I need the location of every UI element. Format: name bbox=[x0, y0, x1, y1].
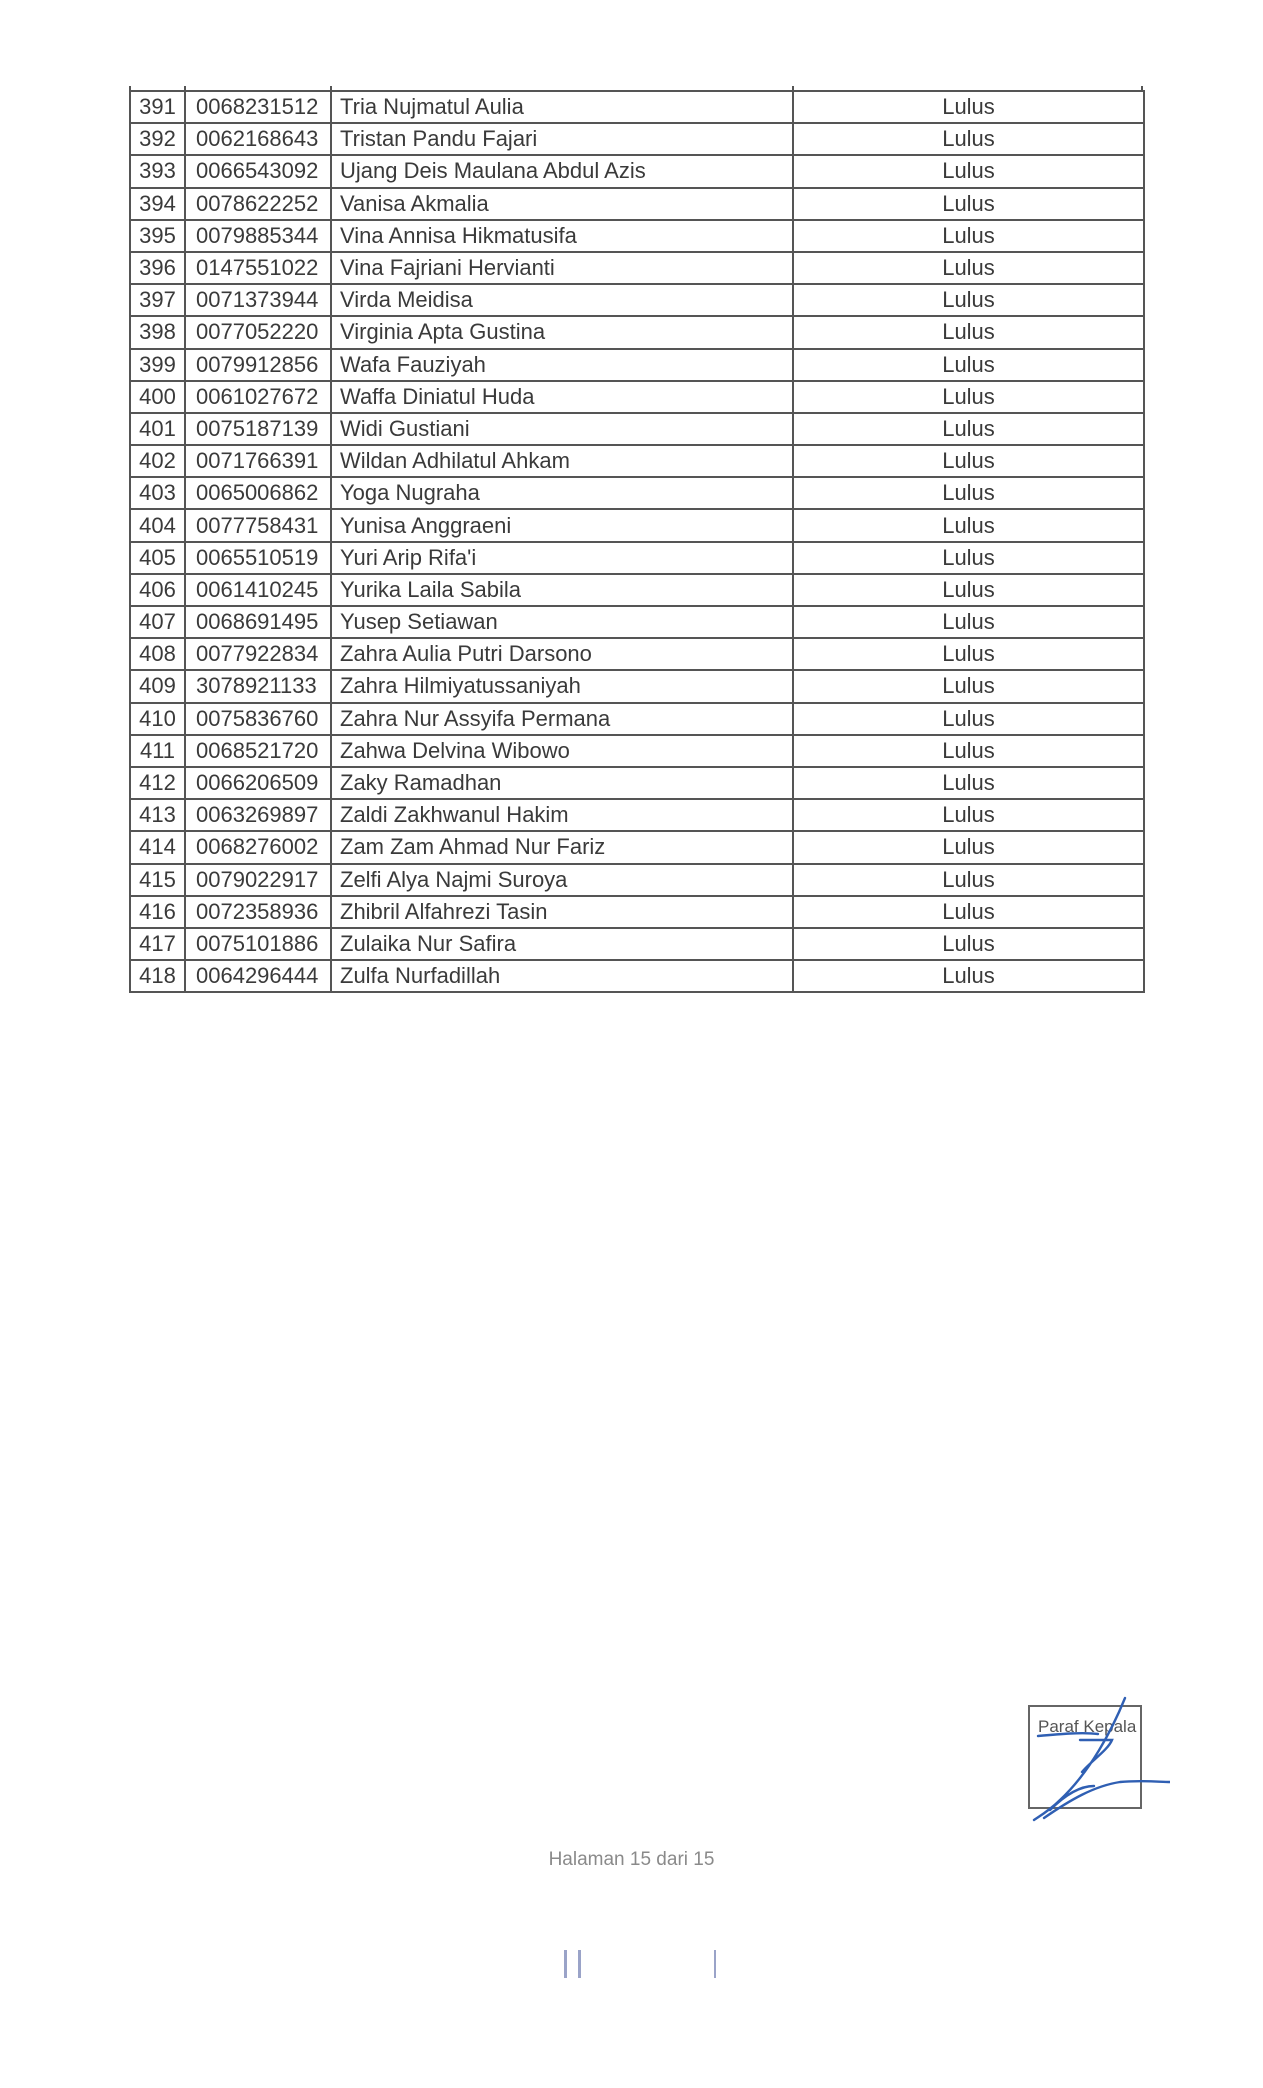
row-status: Lulus bbox=[793, 155, 1144, 187]
row-number: 417 bbox=[130, 928, 185, 960]
table-row bbox=[130, 638, 1144, 670]
table-row bbox=[130, 670, 1144, 702]
row-number: 394 bbox=[130, 188, 185, 220]
row-name: Wildan Adhilatul Ahkam bbox=[331, 445, 793, 477]
row-nisn: 0068231512 bbox=[185, 91, 331, 123]
row-status: Lulus bbox=[793, 188, 1144, 220]
row-status: Lulus bbox=[793, 735, 1144, 767]
row-status: Lulus bbox=[793, 574, 1144, 606]
row-status: Lulus bbox=[793, 960, 1144, 992]
row-status: Lulus bbox=[793, 220, 1144, 252]
row-nisn: 0066206509 bbox=[185, 767, 331, 799]
row-nisn: 3078921133 bbox=[185, 670, 331, 702]
row-status: Lulus bbox=[793, 767, 1144, 799]
row-name: Yusep Setiawan bbox=[331, 606, 793, 638]
row-nisn: 0065510519 bbox=[185, 542, 331, 574]
row-number: 410 bbox=[130, 703, 185, 735]
row-nisn: 0064296444 bbox=[185, 960, 331, 992]
scan-mark bbox=[714, 1950, 716, 1978]
row-number: 402 bbox=[130, 445, 185, 477]
row-nisn: 0077758431 bbox=[185, 509, 331, 541]
row-nisn: 0068276002 bbox=[185, 831, 331, 863]
row-name: Waffa Diniatul Huda bbox=[331, 381, 793, 413]
table-row bbox=[130, 252, 1144, 284]
row-status: Lulus bbox=[793, 381, 1144, 413]
row-name: Zahra Hilmiyatussaniyah bbox=[331, 670, 793, 702]
row-name: Zhibril Alfahrezi Tasin bbox=[331, 896, 793, 928]
row-status: Lulus bbox=[793, 349, 1144, 381]
row-status: Lulus bbox=[793, 928, 1144, 960]
table-row bbox=[130, 188, 1144, 220]
row-status: Lulus bbox=[793, 670, 1144, 702]
table-row bbox=[130, 413, 1144, 445]
row-name: Vina Fajriani Hervianti bbox=[331, 252, 793, 284]
row-name: Zahra Aulia Putri Darsono bbox=[331, 638, 793, 670]
row-status: Lulus bbox=[793, 896, 1144, 928]
table-row bbox=[130, 445, 1144, 477]
row-nisn: 0071373944 bbox=[185, 284, 331, 316]
row-status: Lulus bbox=[793, 799, 1144, 831]
row-status: Lulus bbox=[793, 831, 1144, 863]
row-status: Lulus bbox=[793, 252, 1144, 284]
table-body bbox=[130, 91, 1144, 992]
row-name: Zam Zam Ahmad Nur Fariz bbox=[331, 831, 793, 863]
row-number: 416 bbox=[130, 896, 185, 928]
table-row bbox=[130, 316, 1144, 348]
row-number: 393 bbox=[130, 155, 185, 187]
table-row bbox=[130, 574, 1144, 606]
row-name: Virda Meidisa bbox=[331, 284, 793, 316]
page-number: Halaman 15 dari 15 bbox=[548, 1849, 715, 1870]
row-status: Lulus bbox=[793, 542, 1144, 574]
row-name: Yuri Arip Rifa'i bbox=[331, 542, 793, 574]
row-number: 404 bbox=[130, 509, 185, 541]
row-name: Zulfa Nurfadillah bbox=[331, 960, 793, 992]
row-number: 392 bbox=[130, 123, 185, 155]
row-nisn: 0079912856 bbox=[185, 349, 331, 381]
row-nisn: 0077922834 bbox=[185, 638, 331, 670]
table-row bbox=[130, 349, 1144, 381]
row-nisn: 0061027672 bbox=[185, 381, 331, 413]
table-row bbox=[130, 896, 1144, 928]
table-row bbox=[130, 123, 1144, 155]
row-name: Yurika Laila Sabila bbox=[331, 574, 793, 606]
row-name: Zaky Ramadhan bbox=[331, 767, 793, 799]
row-number: 399 bbox=[130, 349, 185, 381]
row-nisn: 0075101886 bbox=[185, 928, 331, 960]
row-name: Yunisa Anggraeni bbox=[331, 509, 793, 541]
table-row bbox=[130, 606, 1144, 638]
table-row bbox=[130, 767, 1144, 799]
row-status: Lulus bbox=[793, 606, 1144, 638]
row-name: Ujang Deis Maulana Abdul Azis bbox=[331, 155, 793, 187]
row-number: 391 bbox=[130, 91, 185, 123]
row-nisn: 0068691495 bbox=[185, 606, 331, 638]
row-number: 401 bbox=[130, 413, 185, 445]
row-number: 415 bbox=[130, 864, 185, 896]
table-row bbox=[130, 735, 1144, 767]
table-row bbox=[130, 831, 1144, 863]
row-number: 406 bbox=[130, 574, 185, 606]
row-number: 409 bbox=[130, 670, 185, 702]
signature-label: Paraf Kepala bbox=[1038, 1717, 1137, 1736]
row-name: Yoga Nugraha bbox=[331, 477, 793, 509]
row-name: Zaldi Zakhwanul Hakim bbox=[331, 799, 793, 831]
graduation-results-table bbox=[129, 90, 1145, 993]
row-name: Vina Annisa Hikmatusifa bbox=[331, 220, 793, 252]
row-number: 405 bbox=[130, 542, 185, 574]
scan-mark bbox=[564, 1950, 567, 1978]
row-name: Zulaika Nur Safira bbox=[331, 928, 793, 960]
row-nisn: 0072358936 bbox=[185, 896, 331, 928]
table-row bbox=[130, 381, 1144, 413]
row-nisn: 0068521720 bbox=[185, 735, 331, 767]
row-nisn: 0062168643 bbox=[185, 123, 331, 155]
row-number: 414 bbox=[130, 831, 185, 863]
table-row bbox=[130, 509, 1144, 541]
row-nisn: 0075187139 bbox=[185, 413, 331, 445]
row-nisn: 0147551022 bbox=[185, 252, 331, 284]
row-status: Lulus bbox=[793, 445, 1144, 477]
row-nisn: 0079022917 bbox=[185, 864, 331, 896]
row-status: Lulus bbox=[793, 91, 1144, 123]
row-number: 407 bbox=[130, 606, 185, 638]
row-status: Lulus bbox=[793, 123, 1144, 155]
row-number: 418 bbox=[130, 960, 185, 992]
row-nisn: 0066543092 bbox=[185, 155, 331, 187]
row-status: Lulus bbox=[793, 316, 1144, 348]
scan-mark bbox=[578, 1950, 581, 1978]
row-name: Tristan Pandu Fajari bbox=[331, 123, 793, 155]
row-status: Lulus bbox=[793, 477, 1144, 509]
row-status: Lulus bbox=[793, 413, 1144, 445]
row-nisn: 0061410245 bbox=[185, 574, 331, 606]
row-nisn: 0079885344 bbox=[185, 220, 331, 252]
row-name: Widi Gustiani bbox=[331, 413, 793, 445]
table-row bbox=[130, 477, 1144, 509]
row-number: 398 bbox=[130, 316, 185, 348]
signature-scribble bbox=[1020, 1690, 1170, 1830]
row-status: Lulus bbox=[793, 638, 1144, 670]
row-nisn: 0077052220 bbox=[185, 316, 331, 348]
row-name: Tria Nujmatul Aulia bbox=[331, 91, 793, 123]
row-nisn: 0078622252 bbox=[185, 188, 331, 220]
row-number: 408 bbox=[130, 638, 185, 670]
row-status: Lulus bbox=[793, 703, 1144, 735]
row-number: 412 bbox=[130, 767, 185, 799]
table-row bbox=[130, 864, 1144, 896]
row-number: 397 bbox=[130, 284, 185, 316]
row-status: Lulus bbox=[793, 509, 1144, 541]
row-number: 403 bbox=[130, 477, 185, 509]
row-nisn: 0065006862 bbox=[185, 477, 331, 509]
row-number: 395 bbox=[130, 220, 185, 252]
row-nisn: 0063269897 bbox=[185, 799, 331, 831]
row-number: 400 bbox=[130, 381, 185, 413]
row-number: 396 bbox=[130, 252, 185, 284]
table-row bbox=[130, 542, 1144, 574]
row-status: Lulus bbox=[793, 864, 1144, 896]
table-row bbox=[130, 703, 1144, 735]
row-name: Zelfi Alya Najmi Suroya bbox=[331, 864, 793, 896]
table-row bbox=[130, 284, 1144, 316]
table-row bbox=[130, 155, 1144, 187]
row-name: Virginia Apta Gustina bbox=[331, 316, 793, 348]
row-nisn: 0071766391 bbox=[185, 445, 331, 477]
row-name: Zahra Nur Assyifa Permana bbox=[331, 703, 793, 735]
row-number: 413 bbox=[130, 799, 185, 831]
row-name: Zahwa Delvina Wibowo bbox=[331, 735, 793, 767]
table-row bbox=[130, 799, 1144, 831]
row-name: Wafa Fauziyah bbox=[331, 349, 793, 381]
row-name: Vanisa Akmalia bbox=[331, 188, 793, 220]
table-row bbox=[130, 220, 1144, 252]
table-row bbox=[130, 960, 1144, 992]
table-row bbox=[130, 91, 1144, 123]
row-number: 411 bbox=[130, 735, 185, 767]
row-status: Lulus bbox=[793, 284, 1144, 316]
table-row bbox=[130, 928, 1144, 960]
row-nisn: 0075836760 bbox=[185, 703, 331, 735]
